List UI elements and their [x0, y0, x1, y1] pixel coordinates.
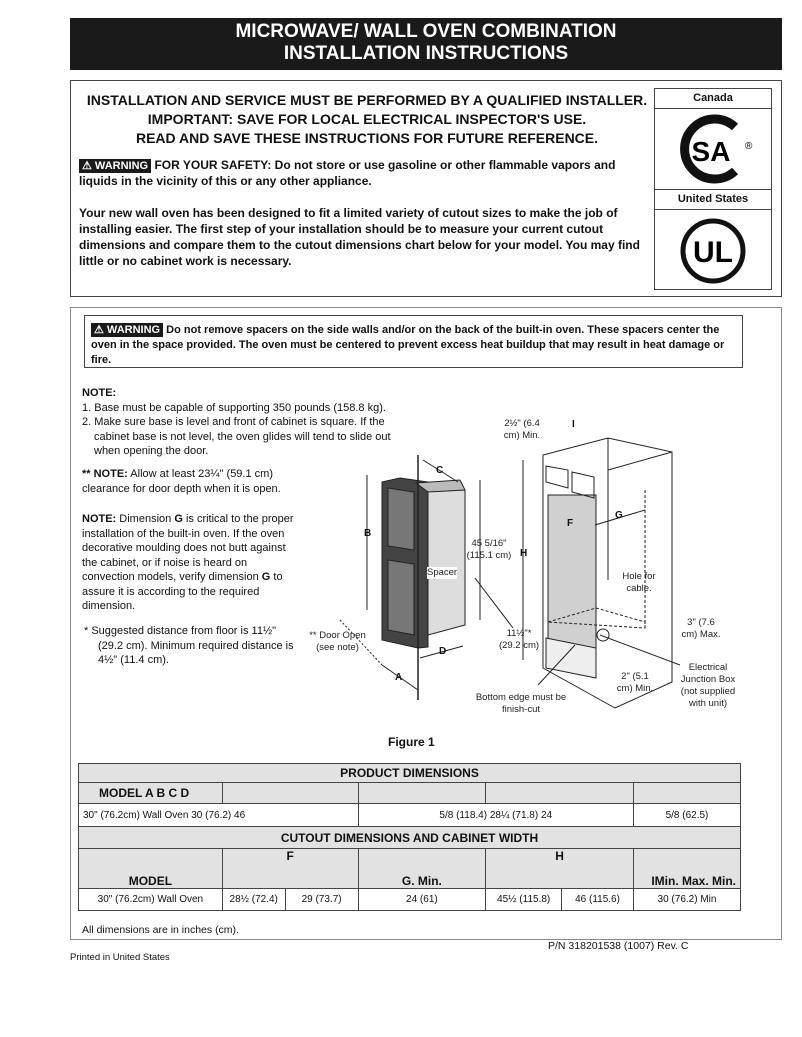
label-h: H — [520, 548, 528, 559]
product-dimensions-title: PRODUCT DIMENSIONS — [79, 764, 741, 783]
label-two-min: 2" (5.1 cm) Min. — [616, 671, 654, 694]
g-note-g: G — [174, 513, 183, 525]
warning-badge: ⚠ WARNING — [91, 323, 163, 337]
intro-paragraph: Your new wall oven has been designed to fit a limited variety of cutout sizes to make the job of installing easier. The first step of your installation should be to measure your current cutout dimensions and compare them to the cutout dimensions chart below for your model. You may find little or no cabinet work is necessary. — [79, 206, 640, 268]
title-line-2: INSTALLATION INSTRUCTIONS — [283, 43, 569, 64]
svg-text:®: ® — [745, 141, 753, 152]
header-i: IMin. Max. Min. — [633, 849, 740, 889]
label-a: A — [395, 672, 403, 683]
svg-text:SA: SA — [691, 136, 731, 167]
notes-title: NOTE: — [82, 387, 117, 399]
label-i: I — [572, 419, 575, 430]
note-item: 2. Make sure base is level and front of cabinet is square. If the cabinet base is not level, the oven glides will tend to slide out when opening the door. — [82, 416, 391, 457]
header-model: MODEL — [79, 849, 223, 889]
cutout-cell: 45½ (115.8) — [486, 889, 562, 911]
label-top-min: 2½" (6.4 cm) Min. — [503, 418, 541, 441]
header-h: H — [486, 849, 634, 889]
part-number: P/N 318201538 (1007) Rev. C — [548, 940, 689, 952]
label-f: F — [567, 518, 574, 529]
label-door-open: ** Door Open (see note) — [309, 630, 366, 653]
spacer-warning-text: Do not remove spacers on the side walls and/or on the back of the built-in oven. These spacers center the oven in the space provided. The oven must be centered to prevent excess heat buildup that may result in heat damage or fire. — [91, 324, 725, 366]
label-three-max: 3" (7.6 cm) Max. — [681, 617, 721, 640]
printed-in: Printed in United States — [70, 952, 170, 963]
csa-logo-icon — [673, 113, 753, 185]
blank-cell — [633, 783, 740, 804]
g-note-label: NOTE: — [82, 513, 117, 525]
header-f: F — [222, 849, 358, 889]
product-cell: 30" (76.2cm) Wall Oven 30 (76.2) 46 — [79, 804, 359, 827]
intro-line-3: READ AND SAVE THESE INSTRUCTIONS FOR FUTURE REFERENCE. — [135, 130, 599, 146]
label-junction-box: Electrical Junction Box (not supplied with unit) — [680, 662, 736, 709]
g-note-pre: Dimension — [119, 513, 172, 525]
floor-note: * Suggested distance from floor is 11½" (29.2 cm). Minimum required distance is 4½" (11.4 cm). — [84, 625, 294, 666]
svg-text:UL: UL — [693, 235, 733, 269]
door-note-text: Allow at least 23¼" (59.1 cm) clearance for door depth when it is open. — [82, 468, 281, 495]
cutout-cell: 29 (73.7) — [285, 889, 358, 911]
g-note-g: G — [261, 571, 271, 583]
product-cell: 5/8 (118.4) 28¼ (71.8) 24 — [358, 804, 633, 827]
warning-label: WARNING — [94, 160, 149, 172]
label-floor-dist: 11½"* (29.2 cm) — [498, 628, 540, 651]
units-note: All dimensions are in inches (cm). — [82, 924, 239, 936]
spacer-warning-box — [84, 315, 743, 368]
warning-badge: ⚠ WARNING — [79, 159, 151, 173]
safety-text: FOR YOUR SAFETY: Do not store or use gasoline or other flammable vapors and liquids in the vicinity of this or any other appliance. — [79, 158, 616, 188]
blank-cell — [486, 783, 634, 804]
label-hole: Hole for cable. — [622, 571, 656, 594]
label-c: C — [436, 465, 444, 476]
g-note-post: to assure it is according to the required dimension. — [82, 571, 283, 612]
cutout-cell: 30 (76.2) Min — [633, 889, 740, 911]
door-note-label: ** NOTE: — [82, 468, 128, 480]
cutout-cell: 30" (76.2cm) Wall Oven — [79, 889, 223, 911]
intro-line-1: INSTALLATION AND SERVICE MUST BE PERFORMED BY A QUALIFIED INSTALLER. — [86, 92, 648, 108]
blank-cell — [358, 783, 486, 804]
label-d: D — [439, 646, 447, 657]
figure-caption: Figure 1 — [388, 735, 435, 749]
canada-label: Canada — [655, 89, 771, 109]
title-banner — [70, 18, 782, 70]
ul-logo-icon — [678, 216, 748, 286]
product-row — [79, 804, 741, 827]
label-g: G — [615, 510, 623, 521]
product-header: MODEL A B C D — [79, 783, 223, 804]
united-states-label: United States — [655, 190, 771, 210]
g-note-mid: is critical to the proper installation of the built-in oven. If the oven decorative moulding does not butt against the cabinet, or if noise is heard on convection models, verify dimension — [82, 513, 294, 583]
safety-warning — [79, 157, 655, 189]
label-spacer: Spacer — [427, 567, 458, 578]
door-note — [82, 467, 307, 496]
cutout-dimensions-title: CUTOUT DIMENSIONS AND CABINET WIDTH — [79, 827, 741, 849]
warning-label: WARNING — [106, 324, 161, 336]
csa-logo — [655, 109, 771, 190]
product-header-row — [79, 783, 741, 804]
g-note — [82, 512, 297, 614]
note-item: 1. Base must be capable of supporting 350 pounds (158.8 kg). — [82, 401, 386, 414]
title-line-1: MICROWAVE/ WALL OVEN COMBINATION — [235, 21, 617, 42]
cutout-cell: 28½ (72.4) — [222, 889, 285, 911]
cutout-header-row — [79, 849, 741, 889]
cutout-cell: 24 (61) — [358, 889, 486, 911]
intro-line-2: IMPORTANT: SAVE FOR LOCAL ELECTRICAL INSPECTOR'S USE. — [147, 111, 587, 127]
cutout-cell: 46 (115.6) — [562, 889, 634, 911]
blank-cell — [222, 783, 358, 804]
cutout-row — [79, 889, 741, 911]
product-cell: 5/8 (62.5) — [633, 804, 740, 827]
dimensions-table — [78, 763, 741, 911]
header-g: G. Min. — [358, 849, 486, 889]
ul-logo — [655, 210, 771, 291]
certification-logos — [654, 88, 772, 290]
label-bottom-edge: Bottom edge must be finish-cut — [475, 692, 567, 715]
label-height-dim: 45 5/16" (115.1 cm) — [466, 538, 512, 561]
label-b: B — [364, 528, 372, 539]
